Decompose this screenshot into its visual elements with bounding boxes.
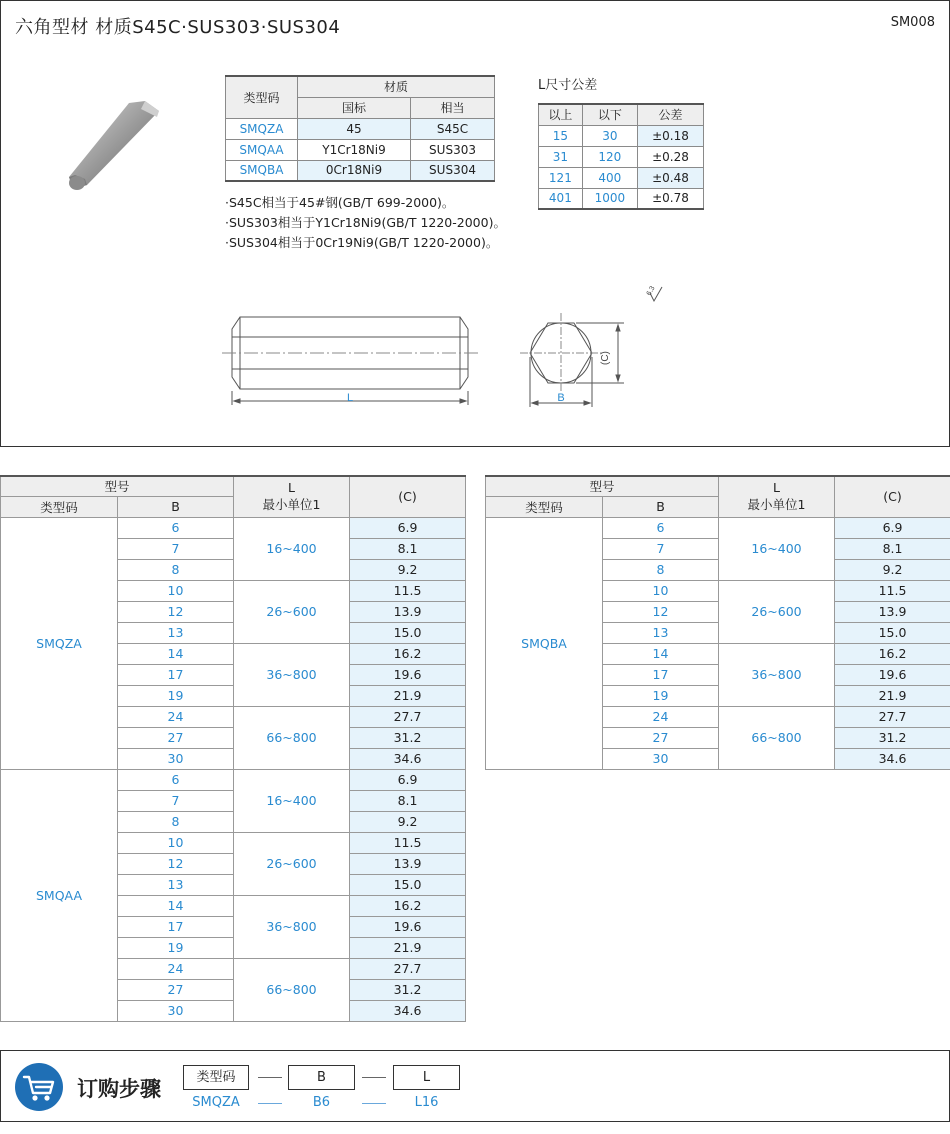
spec-c-value: 21.9 bbox=[350, 685, 466, 706]
spec-c-value: 11.5 bbox=[350, 580, 466, 601]
dim-label-b: B bbox=[557, 392, 565, 404]
tolerance-row bbox=[539, 146, 704, 167]
col-type: 类型码 bbox=[226, 76, 298, 118]
order-title: 订购步骤 bbox=[77, 1077, 161, 1101]
spec-c-value: 31.2 bbox=[350, 979, 466, 1000]
spec-l-range: 16~400 bbox=[719, 517, 835, 580]
spec-b-value[interactable]: 30 bbox=[603, 748, 719, 769]
spec-c-value: 15.0 bbox=[350, 622, 466, 643]
tol-value: ±0.48 bbox=[637, 167, 703, 188]
material-row bbox=[226, 118, 495, 139]
col-gb: 国标 bbox=[298, 97, 411, 118]
order-value-b: B6 bbox=[312, 1095, 331, 1110]
page-title: 六角型材 材质S45C·SUS303·SUS304 bbox=[15, 17, 341, 38]
material-row bbox=[226, 160, 495, 181]
material-equiv: S45C bbox=[411, 118, 495, 139]
tol-below: 120 bbox=[582, 146, 637, 167]
col-material: 材质 bbox=[298, 76, 495, 97]
tol-value: ±0.28 bbox=[637, 146, 703, 167]
spec-b-value[interactable]: 12 bbox=[118, 601, 234, 622]
col-below: 以下 bbox=[582, 104, 637, 125]
tol-above: 401 bbox=[539, 188, 583, 209]
spec-b-value[interactable]: 13 bbox=[603, 622, 719, 643]
material-row bbox=[226, 139, 495, 160]
order-separator bbox=[258, 1077, 282, 1078]
tol-above: 31 bbox=[539, 146, 583, 167]
spec-b-value[interactable]: 19 bbox=[118, 685, 234, 706]
col-model: 型号 bbox=[486, 476, 719, 496]
spec-b-value[interactable]: 8 bbox=[118, 811, 234, 832]
material-equiv: SUS303 bbox=[411, 139, 495, 160]
spec-b-value[interactable]: 10 bbox=[603, 580, 719, 601]
order-steps-panel bbox=[0, 1050, 950, 1122]
tolerance-row bbox=[539, 125, 704, 146]
col-l-min-unit: 最小单位1 bbox=[262, 497, 321, 513]
spec-c-value: 8.1 bbox=[350, 790, 466, 811]
spec-row bbox=[1, 769, 466, 790]
roughness-value: 6.3 bbox=[645, 285, 657, 297]
spec-l-range: 16~400 bbox=[234, 769, 350, 832]
spec-c-value: 8.1 bbox=[350, 538, 466, 559]
spec-table-right bbox=[485, 475, 950, 770]
note-line: ·SUS303相当于Y1Cr18Ni9(GB/T 1220-2000)。 bbox=[225, 215, 506, 230]
spec-b-value[interactable]: 13 bbox=[118, 874, 234, 895]
tol-above: 15 bbox=[539, 125, 583, 146]
spec-c-value: 27.7 bbox=[350, 958, 466, 979]
material-equiv: SUS304 bbox=[411, 160, 495, 181]
tol-value: ±0.78 bbox=[637, 188, 703, 209]
technical-drawing bbox=[216, 283, 676, 413]
spec-c-value: 34.6 bbox=[350, 1000, 466, 1021]
col-above: 以上 bbox=[539, 104, 583, 125]
tol-above: 121 bbox=[539, 167, 583, 188]
spec-b-value[interactable]: 24 bbox=[118, 958, 234, 979]
material-type[interactable]: SMQAA bbox=[226, 139, 298, 160]
spec-c-value: 34.6 bbox=[835, 748, 950, 769]
spec-c-value: 15.0 bbox=[835, 622, 950, 643]
spec-b-value[interactable]: 6 bbox=[118, 769, 234, 790]
spec-b-value[interactable]: 17 bbox=[118, 664, 234, 685]
material-type[interactable]: SMQBA bbox=[226, 160, 298, 181]
spec-b-value[interactable]: 24 bbox=[603, 706, 719, 727]
spec-c-value: 13.9 bbox=[835, 601, 950, 622]
col-equiv: 相当 bbox=[411, 97, 495, 118]
dim-label-l: L bbox=[346, 392, 354, 404]
note-line: ·S45C相当于45#钢(GB/T 699-2000)。 bbox=[225, 195, 455, 210]
spec-b-value[interactable]: 19 bbox=[118, 937, 234, 958]
spec-b-value[interactable]: 14 bbox=[118, 895, 234, 916]
spec-l-range: 66~800 bbox=[234, 958, 350, 1021]
note-line: ·SUS304相当于0Cr19Ni9(GB/T 1220-2000)。 bbox=[225, 235, 499, 250]
order-box-l: L bbox=[393, 1065, 460, 1090]
spec-b-value[interactable]: 12 bbox=[118, 853, 234, 874]
tolerance-table bbox=[538, 103, 704, 210]
spec-c-value: 31.2 bbox=[350, 727, 466, 748]
dim-label-c: (C) bbox=[600, 351, 611, 365]
order-value-l: L16 bbox=[414, 1095, 439, 1110]
spec-b-value[interactable]: 8 bbox=[603, 559, 719, 580]
spec-b-value[interactable]: 30 bbox=[118, 748, 234, 769]
tol-below: 400 bbox=[582, 167, 637, 188]
spec-c-value: 8.1 bbox=[835, 538, 950, 559]
col-type-code: 类型码 bbox=[486, 496, 603, 517]
spec-b-value[interactable]: 13 bbox=[118, 622, 234, 643]
spec-c-value: 13.9 bbox=[350, 601, 466, 622]
material-gb: 0Cr18Ni9 bbox=[298, 160, 411, 181]
spec-b-value[interactable]: 8 bbox=[118, 559, 234, 580]
spec-type-code[interactable]: SMQZA bbox=[1, 517, 118, 769]
spec-b-value[interactable]: 24 bbox=[118, 706, 234, 727]
spec-c-value: 9.2 bbox=[350, 559, 466, 580]
col-l bbox=[719, 476, 835, 517]
material-notes bbox=[225, 193, 506, 253]
spec-b-value[interactable]: 17 bbox=[118, 916, 234, 937]
material-type[interactable]: SMQZA bbox=[226, 118, 298, 139]
spec-b-value[interactable]: 19 bbox=[603, 685, 719, 706]
col-type-code: 类型码 bbox=[1, 496, 118, 517]
spec-c-value: 34.6 bbox=[350, 748, 466, 769]
material-table bbox=[225, 75, 495, 182]
col-l-min-unit: 最小单位1 bbox=[747, 497, 806, 513]
cart-icon-badge bbox=[15, 1063, 63, 1111]
spec-b-value[interactable]: 10 bbox=[118, 580, 234, 601]
spec-c-value: 6.9 bbox=[835, 517, 950, 538]
spec-b-value[interactable]: 14 bbox=[603, 643, 719, 664]
spec-c-value: 31.2 bbox=[835, 727, 950, 748]
spec-b-value[interactable]: 7 bbox=[118, 538, 234, 559]
spec-l-range: 26~600 bbox=[719, 580, 835, 643]
spec-c-value: 19.6 bbox=[350, 916, 466, 937]
order-separator bbox=[362, 1077, 386, 1078]
spec-c-value: 19.6 bbox=[835, 664, 950, 685]
spec-b-value[interactable]: 6 bbox=[118, 517, 234, 538]
spec-c-value: 9.2 bbox=[350, 811, 466, 832]
spec-c-value: 11.5 bbox=[350, 832, 466, 853]
spec-c-value: 27.7 bbox=[350, 706, 466, 727]
spec-b-value[interactable]: 27 bbox=[118, 727, 234, 748]
spec-c-value: 16.2 bbox=[350, 643, 466, 664]
order-box-type: 类型码 bbox=[183, 1065, 249, 1090]
order-value-separator bbox=[258, 1103, 282, 1104]
spec-c-value: 11.5 bbox=[835, 580, 950, 601]
spec-c-value: 21.9 bbox=[835, 685, 950, 706]
col-l-label: L bbox=[288, 480, 295, 496]
spec-type-code[interactable]: SMQAA bbox=[1, 769, 118, 1021]
spec-b-value[interactable]: 27 bbox=[118, 979, 234, 1000]
spec-c-value: 16.2 bbox=[835, 643, 950, 664]
spec-table-left bbox=[0, 475, 466, 1022]
spec-b-value[interactable]: 30 bbox=[118, 1000, 234, 1021]
spec-l-range: 26~600 bbox=[234, 832, 350, 895]
spec-type-code[interactable]: SMQBA bbox=[486, 517, 603, 769]
order-box-b: B bbox=[288, 1065, 355, 1090]
col-tolerance: 公差 bbox=[637, 104, 703, 125]
spec-c-value: 27.7 bbox=[835, 706, 950, 727]
shopping-cart-icon bbox=[15, 1063, 63, 1111]
tolerance-row bbox=[539, 188, 704, 209]
spec-c-value: 15.0 bbox=[350, 874, 466, 895]
material-gb: Y1Cr18Ni9 bbox=[298, 139, 411, 160]
spec-l-range: 66~800 bbox=[234, 706, 350, 769]
spec-c-value: 6.9 bbox=[350, 517, 466, 538]
tolerance-title: L尺寸公差 bbox=[538, 78, 598, 93]
spec-c-value: 19.6 bbox=[350, 664, 466, 685]
spec-b-value[interactable]: 10 bbox=[118, 832, 234, 853]
tolerance-row bbox=[539, 167, 704, 188]
col-b: B bbox=[118, 496, 234, 517]
col-c: (C) bbox=[350, 476, 466, 517]
spec-b-value[interactable]: 27 bbox=[603, 727, 719, 748]
spec-row bbox=[486, 517, 950, 538]
spec-b-value[interactable]: 14 bbox=[118, 643, 234, 664]
spec-l-range: 16~400 bbox=[234, 517, 350, 580]
col-b: B bbox=[603, 496, 719, 517]
spec-c-value: 16.2 bbox=[350, 895, 466, 916]
col-l-label: L bbox=[773, 480, 780, 496]
spec-b-value[interactable]: 6 bbox=[603, 517, 719, 538]
spec-l-range: 36~800 bbox=[234, 895, 350, 958]
spec-l-range: 66~800 bbox=[719, 706, 835, 769]
order-value-type: SMQZA bbox=[192, 1095, 240, 1110]
col-model: 型号 bbox=[1, 476, 234, 496]
hex-bar-product-image bbox=[61, 99, 171, 199]
material-gb: 45 bbox=[298, 118, 411, 139]
spec-l-range: 36~800 bbox=[719, 643, 835, 706]
spec-c-value: 21.9 bbox=[350, 937, 466, 958]
spec-b-value[interactable]: 17 bbox=[603, 664, 719, 685]
spec-c-value: 9.2 bbox=[835, 559, 950, 580]
spec-b-value[interactable]: 7 bbox=[118, 790, 234, 811]
spec-c-value: 13.9 bbox=[350, 853, 466, 874]
tol-below: 1000 bbox=[582, 188, 637, 209]
spec-l-range: 36~800 bbox=[234, 643, 350, 706]
spec-b-value[interactable]: 12 bbox=[603, 601, 719, 622]
tol-below: 30 bbox=[582, 125, 637, 146]
spec-c-value: 6.9 bbox=[350, 769, 466, 790]
product-info-panel bbox=[0, 0, 950, 447]
catalog-code: SM008 bbox=[890, 15, 935, 30]
col-l bbox=[234, 476, 350, 517]
tol-value: ±0.18 bbox=[637, 125, 703, 146]
spec-b-value[interactable]: 7 bbox=[603, 538, 719, 559]
col-c: (C) bbox=[835, 476, 950, 517]
spec-l-range: 26~600 bbox=[234, 580, 350, 643]
spec-row bbox=[1, 517, 466, 538]
order-value-separator bbox=[362, 1103, 386, 1104]
